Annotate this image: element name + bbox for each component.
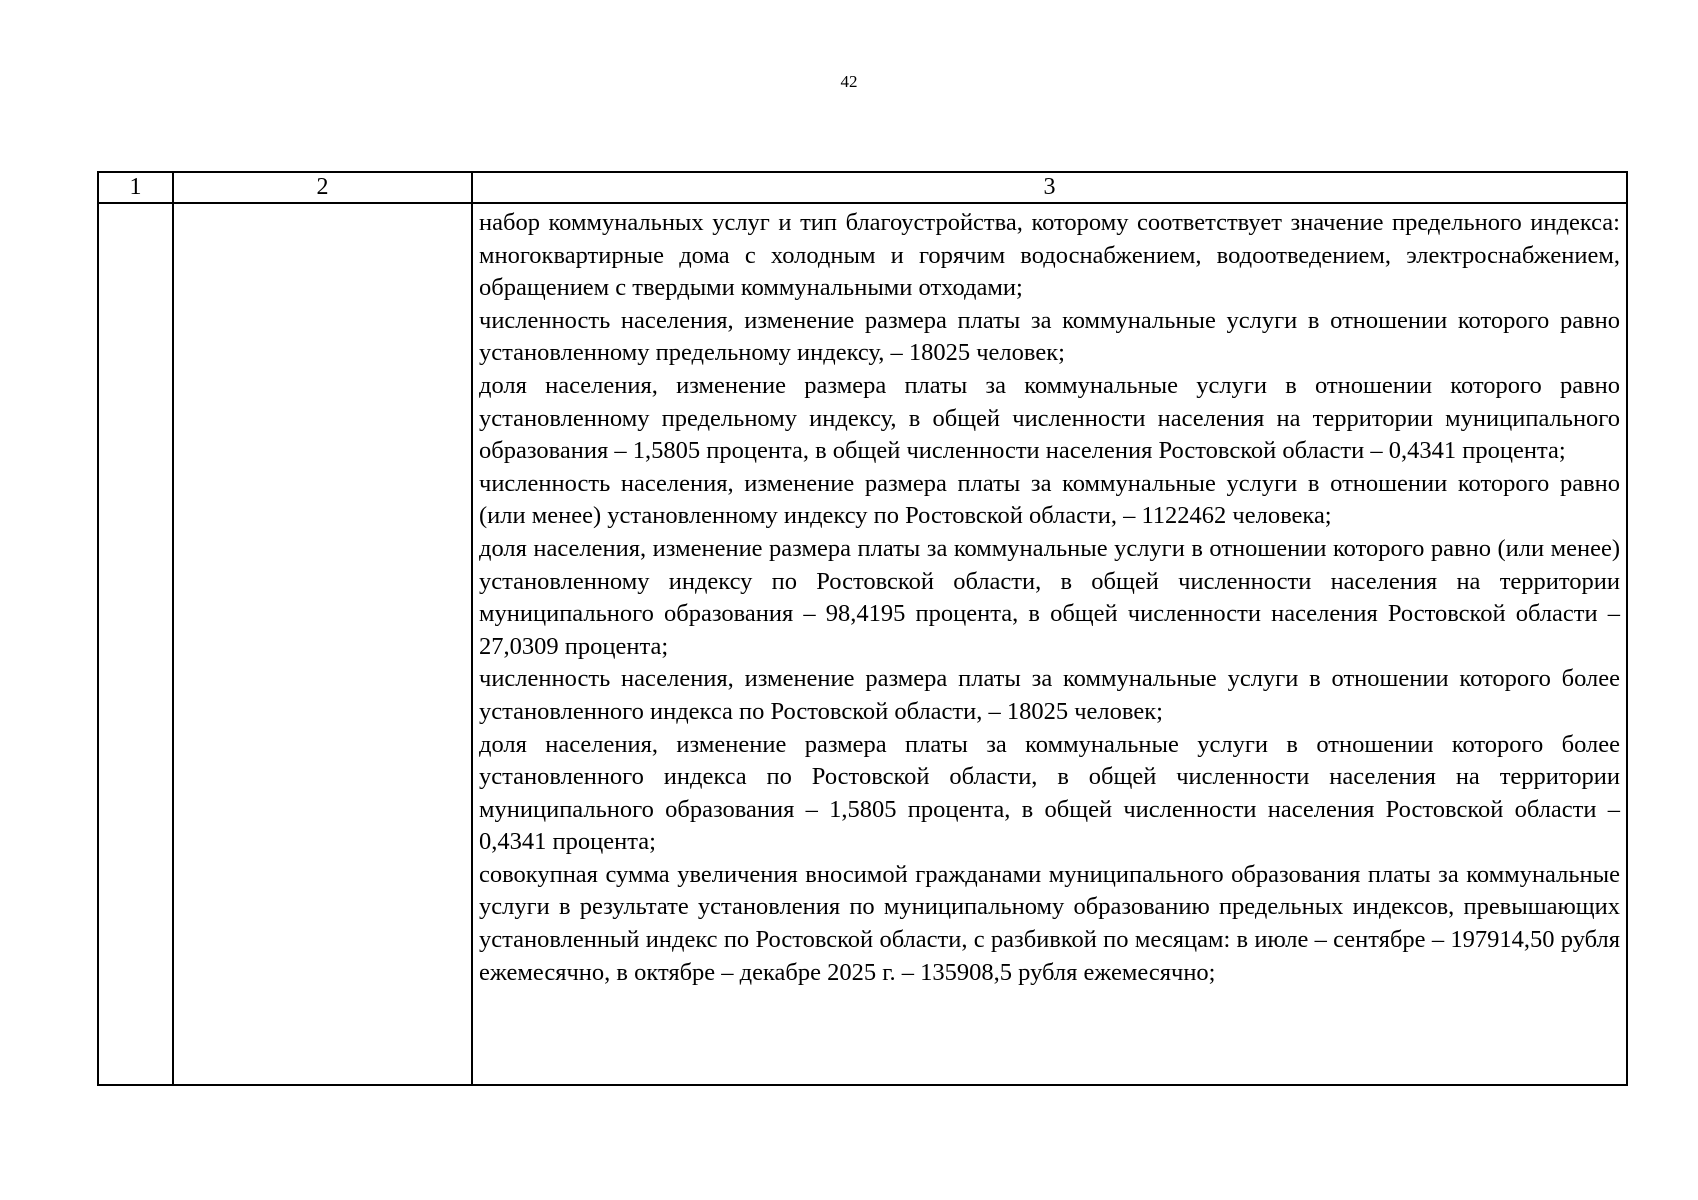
column-header-1: 1 bbox=[98, 172, 173, 203]
paragraph-population-equal-or-less: численность населения, изменение размера платы за коммунальные услуги в отношении которого равно (или менее) установленному индексу по Ростовской области, – 1122462 человека; bbox=[479, 469, 1620, 530]
paragraph-total-increase: совокупная сумма увеличения вносимой гражданами муниципального образования платы за коммунальные услуги в результате установления по муниципальному образованию предельных индексов, превышающих установленный индекс по Ростовской области, с разбивкой по месяцам: в июле – сентябре – 197914,50 рубля ежемесячно, в октябре – декабре 2025 г. – 135908,5 рубля ежемесячно; bbox=[479, 860, 1620, 986]
paragraph-population-equal-limit: численность населения, изменение размера платы за коммунальные услуги в отношении которого равно установленному предельному индексу, – 18025 человек; bbox=[479, 306, 1620, 367]
cell-col-3 bbox=[472, 203, 1627, 1085]
paragraph-share-equal-or-less: доля населения, изменение размера платы за коммунальные услуги в отношении которого равно (или менее) установленному индексу по Ростовской области, в общей численности населения на территории муниципального образования – 98,4195 процента, в общей численности населения Ростовской области – 27,0309 процента; bbox=[479, 534, 1620, 660]
cell-col-1 bbox=[98, 203, 173, 1085]
paragraph-share-equal-limit: доля населения, изменение размера платы за коммунальные услуги в отношении которого равно установленному предельному индексу, в общей численности населения на территории муниципального образования – 1,5805 процента, в общей численности населения Ростовской области – 0,4341 процента; bbox=[479, 371, 1620, 465]
paragraph-population-more: численность населения, изменение размера платы за коммунальные услуги в отношении которого более установленного индекса по Ростовской области, – 18025 человек; bbox=[479, 665, 1620, 725]
column-header-2: 2 bbox=[173, 172, 472, 203]
paragraph-share-more: доля населения, изменение размера платы за коммунальные услуги в отношении которого более установленного индекса по Ростовской области, в общей численности населения на территории муниципального образования – 1,5805 процента, в общей численности населения Ростовской области – 0,4341 процента; bbox=[479, 730, 1620, 856]
paragraph-utility-set: набор коммунальных услуг и тип благоустройства, которому соответствует значение предельного индекса: многоквартирные дома с холодным и горячим водоснабжением, водоотведением, электроснабжением, обращением с твердыми коммунальными отходами; bbox=[479, 209, 1620, 302]
cell-content bbox=[473, 204, 1626, 989]
document-table bbox=[97, 171, 1628, 1086]
table-row bbox=[98, 203, 1627, 1085]
cell-col-2 bbox=[173, 203, 472, 1085]
page-number: 42 bbox=[840, 72, 858, 91]
table-header-row bbox=[98, 172, 1627, 203]
column-header-3: 3 bbox=[472, 172, 1627, 203]
